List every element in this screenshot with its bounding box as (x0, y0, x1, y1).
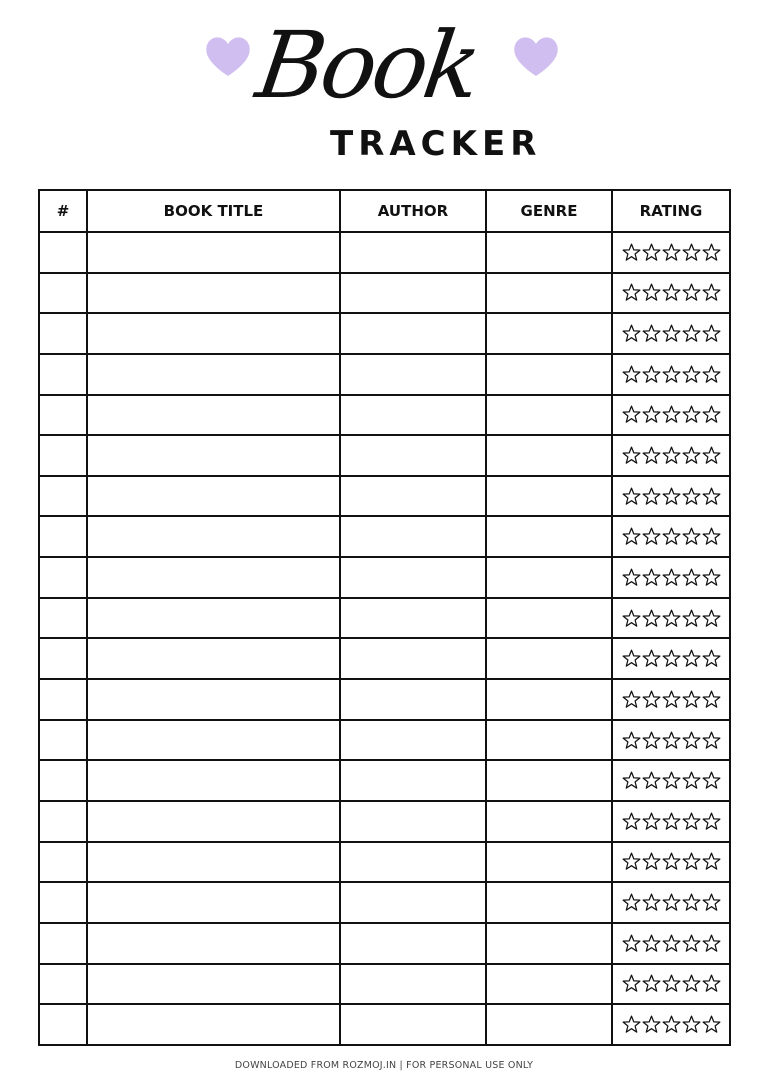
star-outline-icon[interactable] (622, 324, 641, 343)
star-outline-icon[interactable] (642, 893, 661, 912)
rating-stars (613, 324, 729, 343)
genre-cell[interactable] (486, 557, 612, 598)
star-outline-icon[interactable] (622, 1015, 641, 1034)
book-title-cell[interactable] (87, 598, 340, 639)
genre-cell[interactable] (486, 842, 612, 883)
number-cell[interactable] (39, 395, 87, 436)
star-outline-icon[interactable] (682, 365, 701, 384)
number-cell[interactable] (39, 354, 87, 395)
genre-cell[interactable] (486, 801, 612, 842)
book-title-cell[interactable] (87, 882, 340, 923)
star-outline-icon[interactable] (682, 731, 701, 750)
rating-stars (613, 527, 729, 546)
number-cell[interactable] (39, 516, 87, 557)
star-outline-icon[interactable] (642, 852, 661, 871)
genre-cell[interactable] (486, 232, 612, 273)
rating-cell (612, 679, 730, 720)
author-cell[interactable] (340, 354, 486, 395)
star-outline-icon[interactable] (622, 446, 641, 465)
rating-stars (613, 568, 729, 587)
number-cell[interactable] (39, 435, 87, 476)
star-outline-icon[interactable] (642, 934, 661, 953)
star-outline-icon[interactable] (622, 649, 641, 668)
book-title-cell[interactable] (87, 964, 340, 1005)
genre-cell[interactable] (486, 435, 612, 476)
rating-cell (612, 882, 730, 923)
author-cell[interactable] (340, 679, 486, 720)
number-cell[interactable] (39, 882, 87, 923)
book-title-cell[interactable] (87, 1004, 340, 1045)
number-cell[interactable] (39, 638, 87, 679)
star-outline-icon[interactable] (662, 934, 681, 953)
number-cell[interactable] (39, 598, 87, 639)
col-header-book-title: BOOK TITLE (87, 190, 340, 232)
genre-cell[interactable] (486, 882, 612, 923)
star-outline-icon[interactable] (682, 690, 701, 709)
number-cell[interactable] (39, 1004, 87, 1045)
star-outline-icon[interactable] (702, 731, 721, 750)
star-outline-icon[interactable] (682, 771, 701, 790)
star-outline-icon[interactable] (662, 405, 681, 424)
rating-stars (613, 974, 729, 993)
number-cell[interactable] (39, 273, 87, 314)
col-header-genre: GENRE (486, 190, 612, 232)
rating-stars (613, 609, 729, 628)
number-cell[interactable] (39, 760, 87, 801)
star-outline-icon[interactable] (682, 852, 701, 871)
book-title-cell[interactable] (87, 557, 340, 598)
star-outline-icon[interactable] (702, 690, 721, 709)
table-row (39, 516, 730, 557)
rating-cell (612, 842, 730, 883)
star-outline-icon[interactable] (662, 324, 681, 343)
book-title-cell[interactable] (87, 720, 340, 761)
star-outline-icon[interactable] (642, 1015, 661, 1034)
star-outline-icon[interactable] (642, 324, 661, 343)
number-cell[interactable] (39, 679, 87, 720)
star-outline-icon[interactable] (642, 405, 661, 424)
table-row (39, 638, 730, 679)
rating-stars (613, 446, 729, 465)
book-title-cell[interactable] (87, 354, 340, 395)
table-row (39, 1004, 730, 1045)
genre-cell[interactable] (486, 923, 612, 964)
author-cell[interactable] (340, 923, 486, 964)
author-cell[interactable] (340, 882, 486, 923)
title-block: TRACKER (330, 124, 542, 164)
star-outline-icon[interactable] (682, 609, 701, 628)
star-outline-icon[interactable] (622, 568, 641, 587)
star-outline-icon[interactable] (622, 527, 641, 546)
rating-stars (613, 771, 729, 790)
table-row (39, 273, 730, 314)
star-outline-icon[interactable] (682, 649, 701, 668)
author-cell[interactable] (340, 720, 486, 761)
author-cell[interactable] (340, 313, 486, 354)
star-outline-icon[interactable] (642, 771, 661, 790)
star-outline-icon[interactable] (662, 731, 681, 750)
table-row (39, 557, 730, 598)
genre-cell[interactable] (486, 354, 612, 395)
rating-stars (613, 243, 729, 262)
heart-right-icon (512, 34, 560, 78)
star-outline-icon[interactable] (702, 609, 721, 628)
star-outline-icon[interactable] (682, 893, 701, 912)
author-cell[interactable] (340, 598, 486, 639)
star-outline-icon[interactable] (702, 243, 721, 262)
book-title-cell[interactable] (87, 923, 340, 964)
rating-cell (612, 557, 730, 598)
table-row (39, 598, 730, 639)
star-outline-icon[interactable] (622, 934, 641, 953)
footer-note: DOWNLOADED FROM ROZMOJ.IN | FOR PERSONAL USE ONLY (234, 1060, 534, 1071)
header-row (39, 190, 730, 232)
star-outline-icon[interactable] (662, 893, 681, 912)
rating-cell (612, 760, 730, 801)
table-row (39, 923, 730, 964)
genre-cell[interactable] (486, 395, 612, 436)
star-outline-icon[interactable] (642, 365, 661, 384)
book-title-cell[interactable] (87, 395, 340, 436)
star-outline-icon[interactable] (622, 852, 641, 871)
star-outline-icon[interactable] (622, 974, 641, 993)
number-cell[interactable] (39, 313, 87, 354)
star-outline-icon[interactable] (682, 974, 701, 993)
star-outline-icon[interactable] (702, 893, 721, 912)
star-outline-icon[interactable] (622, 893, 641, 912)
rating-cell (612, 273, 730, 314)
table-row (39, 882, 730, 923)
star-outline-icon[interactable] (622, 283, 641, 302)
star-outline-icon[interactable] (702, 812, 721, 831)
number-cell[interactable] (39, 557, 87, 598)
star-outline-icon[interactable] (662, 771, 681, 790)
star-outline-icon[interactable] (682, 812, 701, 831)
book-title-cell[interactable] (87, 516, 340, 557)
author-cell[interactable] (340, 1004, 486, 1045)
heart-left-icon (204, 34, 252, 78)
star-outline-icon[interactable] (642, 243, 661, 262)
col-header-number: # (39, 190, 87, 232)
rating-cell (612, 313, 730, 354)
star-outline-icon[interactable] (642, 283, 661, 302)
star-outline-icon[interactable] (642, 690, 661, 709)
star-outline-icon[interactable] (622, 812, 641, 831)
book-title-cell[interactable] (87, 679, 340, 720)
star-outline-icon[interactable] (702, 934, 721, 953)
table-row (39, 232, 730, 273)
rating-stars (613, 283, 729, 302)
star-outline-icon[interactable] (702, 405, 721, 424)
star-outline-icon[interactable] (682, 1015, 701, 1034)
star-outline-icon[interactable] (622, 731, 641, 750)
genre-cell[interactable] (486, 638, 612, 679)
table-row (39, 313, 730, 354)
table-row (39, 435, 730, 476)
book-title-cell[interactable] (87, 801, 340, 842)
table-row (39, 679, 730, 720)
star-outline-icon[interactable] (642, 731, 661, 750)
star-outline-icon[interactable] (622, 243, 641, 262)
star-outline-icon[interactable] (622, 690, 641, 709)
book-title-cell[interactable] (87, 232, 340, 273)
star-outline-icon[interactable] (662, 283, 681, 302)
author-cell[interactable] (340, 801, 486, 842)
rating-cell (612, 964, 730, 1005)
genre-cell[interactable] (486, 964, 612, 1005)
star-outline-icon[interactable] (702, 1015, 721, 1034)
star-outline-icon[interactable] (682, 527, 701, 546)
genre-cell[interactable] (486, 598, 612, 639)
author-cell[interactable] (340, 516, 486, 557)
star-outline-icon[interactable] (702, 568, 721, 587)
table-row (39, 354, 730, 395)
table-row (39, 964, 730, 1005)
star-outline-icon[interactable] (702, 446, 721, 465)
star-outline-icon[interactable] (662, 365, 681, 384)
rating-cell (612, 923, 730, 964)
star-outline-icon[interactable] (702, 487, 721, 506)
number-cell[interactable] (39, 801, 87, 842)
genre-cell[interactable] (486, 273, 612, 314)
author-cell[interactable] (340, 760, 486, 801)
author-cell[interactable] (340, 232, 486, 273)
star-outline-icon[interactable] (642, 974, 661, 993)
author-cell[interactable] (340, 557, 486, 598)
title-script: Book (250, 12, 484, 119)
col-header-author: AUTHOR (340, 190, 486, 232)
rating-cell (612, 1004, 730, 1045)
star-outline-icon[interactable] (702, 649, 721, 668)
genre-cell[interactable] (486, 679, 612, 720)
number-cell[interactable] (39, 964, 87, 1005)
author-cell[interactable] (340, 273, 486, 314)
star-outline-icon[interactable] (702, 527, 721, 546)
book-title-cell[interactable] (87, 273, 340, 314)
number-cell[interactable] (39, 923, 87, 964)
rating-stars (613, 405, 729, 424)
number-cell[interactable] (39, 842, 87, 883)
star-outline-icon[interactable] (662, 1015, 681, 1034)
rating-stars (613, 812, 729, 831)
star-outline-icon[interactable] (662, 446, 681, 465)
col-header-rating: RATING (612, 190, 730, 232)
star-outline-icon[interactable] (662, 812, 681, 831)
star-outline-icon[interactable] (682, 324, 701, 343)
rating-cell (612, 516, 730, 557)
book-title-cell[interactable] (87, 313, 340, 354)
table-row (39, 720, 730, 761)
rating-cell (612, 395, 730, 436)
star-outline-icon[interactable] (642, 649, 661, 668)
book-title-cell[interactable] (87, 638, 340, 679)
author-cell[interactable] (340, 842, 486, 883)
star-outline-icon[interactable] (662, 649, 681, 668)
author-cell[interactable] (340, 476, 486, 517)
star-outline-icon[interactable] (662, 487, 681, 506)
genre-cell[interactable] (486, 1004, 612, 1045)
book-title-cell[interactable] (87, 476, 340, 517)
table-row (39, 476, 730, 517)
number-cell[interactable] (39, 232, 87, 273)
star-outline-icon[interactable] (702, 324, 721, 343)
star-outline-icon[interactable] (622, 365, 641, 384)
star-outline-icon[interactable] (702, 365, 721, 384)
genre-cell[interactable] (486, 760, 612, 801)
star-outline-icon[interactable] (702, 974, 721, 993)
star-outline-icon[interactable] (682, 446, 701, 465)
star-outline-icon[interactable] (662, 568, 681, 587)
rating-cell (612, 720, 730, 761)
book-title-cell[interactable] (87, 760, 340, 801)
author-cell[interactable] (340, 638, 486, 679)
table-row (39, 842, 730, 883)
star-outline-icon[interactable] (622, 405, 641, 424)
number-cell[interactable] (39, 476, 87, 517)
author-cell[interactable] (340, 395, 486, 436)
rating-cell (612, 801, 730, 842)
rating-cell (612, 476, 730, 517)
genre-cell[interactable] (486, 476, 612, 517)
star-outline-icon[interactable] (702, 852, 721, 871)
star-outline-icon[interactable] (682, 934, 701, 953)
star-outline-icon[interactable] (642, 487, 661, 506)
star-outline-icon[interactable] (622, 487, 641, 506)
star-outline-icon[interactable] (622, 771, 641, 790)
star-outline-icon[interactable] (702, 283, 721, 302)
book-title-cell[interactable] (87, 435, 340, 476)
rating-cell (612, 435, 730, 476)
rating-cell (612, 598, 730, 639)
star-outline-icon[interactable] (662, 609, 681, 628)
rating-stars (613, 690, 729, 709)
star-outline-icon[interactable] (622, 609, 641, 628)
star-outline-icon[interactable] (682, 243, 701, 262)
star-outline-icon[interactable] (642, 609, 661, 628)
table-row (39, 801, 730, 842)
star-outline-icon[interactable] (662, 690, 681, 709)
table-row (39, 395, 730, 436)
star-outline-icon[interactable] (642, 527, 661, 546)
rating-cell (612, 354, 730, 395)
genre-cell[interactable] (486, 720, 612, 761)
author-cell[interactable] (340, 435, 486, 476)
book-title-cell[interactable] (87, 842, 340, 883)
rating-stars (613, 1015, 729, 1034)
number-cell[interactable] (39, 720, 87, 761)
table-row (39, 760, 730, 801)
rating-cell (612, 638, 730, 679)
rating-stars (613, 934, 729, 953)
star-outline-icon[interactable] (662, 974, 681, 993)
star-outline-icon[interactable] (702, 771, 721, 790)
star-outline-icon[interactable] (642, 568, 661, 587)
author-cell[interactable] (340, 964, 486, 1005)
star-outline-icon[interactable] (642, 812, 661, 831)
star-outline-icon[interactable] (642, 446, 661, 465)
genre-cell[interactable] (486, 313, 612, 354)
star-outline-icon[interactable] (682, 405, 701, 424)
rating-stars (613, 852, 729, 871)
rating-cell (612, 232, 730, 273)
star-outline-icon[interactable] (682, 568, 701, 587)
rating-stars (613, 893, 729, 912)
rating-stars (613, 649, 729, 668)
star-outline-icon[interactable] (682, 487, 701, 506)
star-outline-icon[interactable] (662, 852, 681, 871)
genre-cell[interactable] (486, 516, 612, 557)
star-outline-icon[interactable] (682, 283, 701, 302)
star-outline-icon[interactable] (662, 243, 681, 262)
rating-stars (613, 365, 729, 384)
book-tracker-table (38, 189, 731, 1046)
rating-stars (613, 731, 729, 750)
rating-stars (613, 487, 729, 506)
star-outline-icon[interactable] (662, 527, 681, 546)
